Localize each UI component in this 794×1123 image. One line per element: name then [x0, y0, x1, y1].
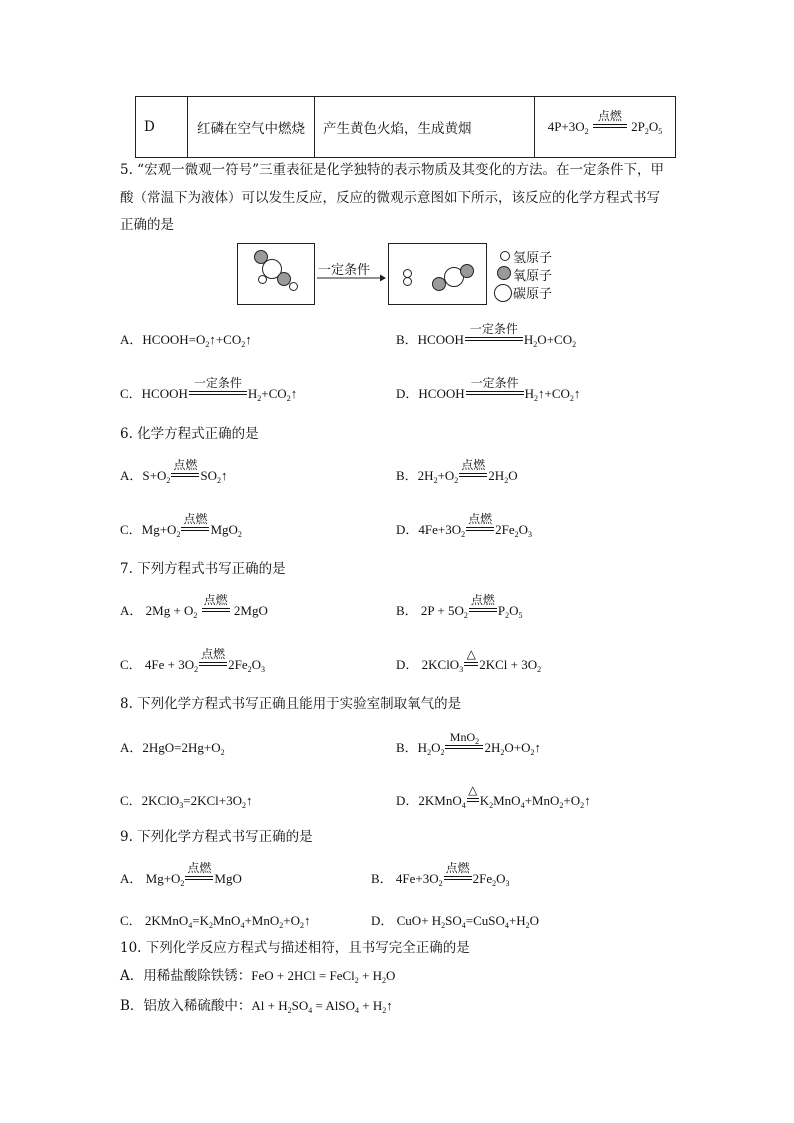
q6-option-a[interactable]: A．$S+O_2$ 点燃 $SO_2↑$ — [120, 458, 228, 485]
q8-option-c[interactable]: C．$2KClO_3=2KCl+3O_2↑$ — [120, 793, 253, 810]
product-box — [388, 243, 487, 305]
q5-stem-line3: 正确的是 — [120, 217, 174, 233]
oxygen-atom — [460, 264, 474, 278]
q7-option-b[interactable]: B． $2P + 5O_2$ 点燃 $P_2O_5$ — [396, 593, 523, 620]
table-cell-experiment: 红磷在空气中燃烧 — [188, 97, 315, 158]
q6-option-c[interactable]: C．$Mg+O_2$ 点燃 MgO$_2$ — [120, 512, 242, 539]
q10-option-a[interactable]: A．用稀盐酸除铁锈：FeO + 2HCl = FeCl$_2$ + $H_2O$ — [120, 968, 396, 985]
q5-option-a[interactable]: A．$HCOOH=O_2↑+CO_2↑$ — [120, 332, 252, 349]
q7-option-a[interactable]: A． $2Mg + O_2$ 点燃 2MgO — [120, 593, 268, 620]
q8-option-a[interactable]: A．$2HgO=2Hg+O_2$ — [120, 740, 225, 757]
q10-option-b[interactable]: B．铝放入稀硫酸中：$Al + H_2SO_4$ = AlSO$_4$ + $H_2↑$ — [120, 998, 393, 1015]
reactant-box — [237, 243, 315, 305]
legend-hydrogen: 氢原子 — [513, 251, 553, 266]
hydrogen-legend-icon — [500, 251, 510, 261]
legend-oxygen: 氧原子 — [513, 269, 553, 284]
q8-stem: 8. 下列化学方程式书写正确且能用于实验室制取氧气的是 — [120, 696, 462, 712]
q6-stem: 6. 化学方程式正确的是 — [120, 426, 259, 442]
q7-option-d[interactable]: D． 2KClO$_3$ △ $2KCl + 3O_2$ — [396, 647, 542, 674]
q9-option-d[interactable]: D． $CuO+ H_2SO_4=CuSO_4+H_2O$ — [371, 913, 540, 930]
q5-stem-line1: 5. “宏观一微观一符号”三重表征是化学独特的表示物质及其变化的方法。在一定条件下，甲 — [120, 162, 664, 178]
reaction-arrow-icon — [316, 273, 386, 283]
hydrogen-atom — [403, 277, 412, 286]
q9-stem: 9. 下列化学方程式书写正确的是 — [120, 829, 313, 845]
q5-stem-line2: 酸（常温下为液体）可以发生反应，反应的微观示意图如下所示，该反应的化学方程式书写 — [120, 190, 660, 206]
q8-option-b[interactable]: B．$H_2O_2$ MnO$_2$ $2H_2O+O_2↑$ — [396, 730, 541, 757]
table-cell-phenomenon: 产生黄色火焰，生成黄烟 — [315, 97, 535, 158]
q7-option-c[interactable]: C． $4Fe + 3O_2$ 点燃 $2Fe_2O_3$ — [120, 647, 266, 674]
q8-option-d[interactable]: D．2KMnO$_4$ △ $K_2MnO_4+MnO_2+O_2↑$ — [396, 783, 591, 810]
q6-option-d[interactable]: D．$4Fe+3O_2$ 点燃 $2Fe_2O_3$ — [396, 512, 532, 539]
q5-option-b[interactable]: B．HCOOH 一定条件 $H_2O+CO_2$ — [396, 322, 577, 349]
q9-option-c[interactable]: C． $2KMnO_4=K_2MnO_4+MnO_2+O_2↑$ — [120, 913, 311, 930]
arrow-label: 一定条件 — [318, 263, 371, 278]
answer-table-row-d — [135, 96, 676, 158]
table-cell-equation: $4P+3O_2$ 点燃 $2P_2O_5$ — [535, 97, 676, 158]
q6-option-b[interactable]: B．$2H_2+O_2$ 点燃 $2H_2O$ — [396, 458, 518, 485]
hydrogen-atom — [258, 275, 267, 284]
carbon-legend-icon — [494, 284, 512, 302]
q9-option-b[interactable]: B． $4Fe+3O_2$ 点燃 $2Fe_2O_3$ — [371, 861, 510, 888]
oxygen-legend-icon — [497, 266, 511, 280]
hydrogen-atom — [289, 282, 298, 291]
q5-option-d[interactable]: D．HCOOH 一定条件 $H_2↑+CO_2↑$ — [396, 376, 581, 403]
q7-stem: 7. 下列方程式书写正确的是 — [120, 561, 286, 577]
q10-stem: 10. 下列化学反应方程式与描述相符，且书写完全正确的是 — [120, 940, 470, 956]
q5-option-c[interactable]: C．HCOOH 一定条件 $H_2+CO_2↑$ — [120, 376, 298, 403]
q9-option-a[interactable]: A． $Mg+O_2$ 点燃 MgO — [120, 861, 242, 888]
legend-carbon: 碳原子 — [513, 287, 553, 302]
table-cell-label: D — [136, 97, 188, 158]
